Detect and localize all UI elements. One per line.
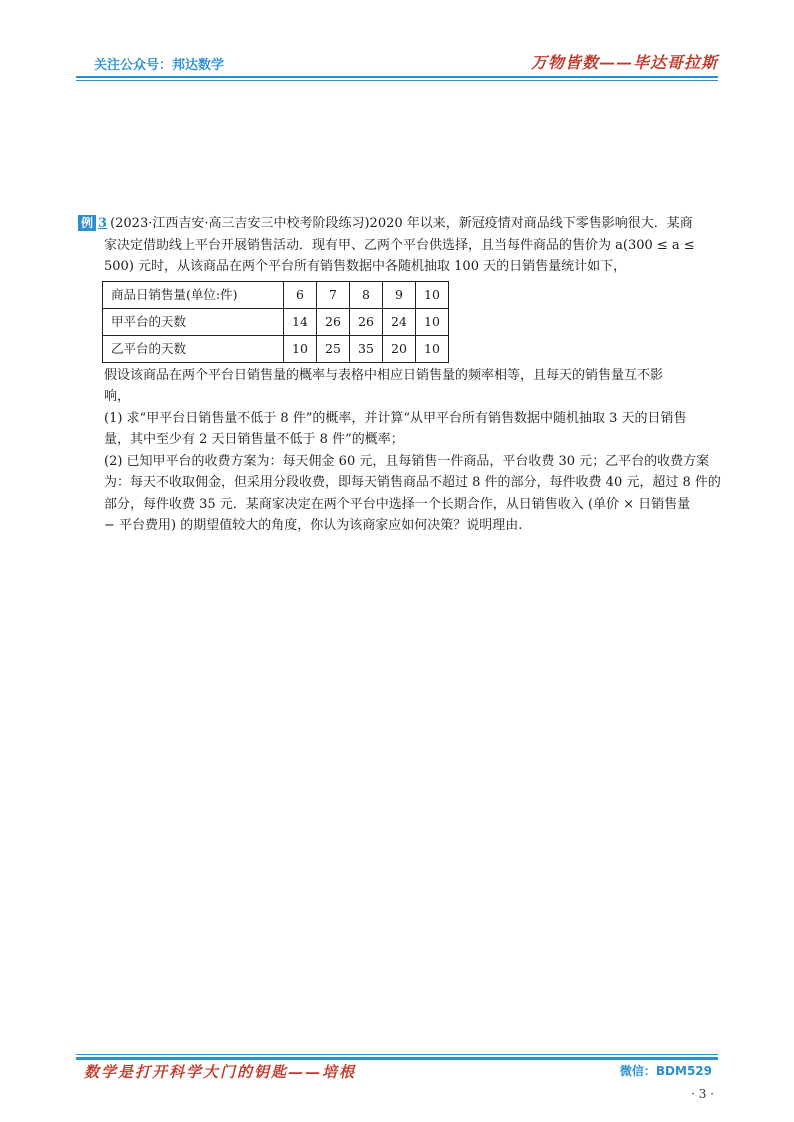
table-cell: 商品日销售量(单位:件) bbox=[103, 281, 284, 308]
table-header-row bbox=[103, 281, 449, 308]
table-cell: 8 bbox=[350, 281, 383, 308]
question-2-line-3: 部分，每件收费 35 元．某商家决定在两个平台中选择一个长期合作，从日销售收入 (单价 × 日销售量 bbox=[104, 496, 691, 512]
problem-text: (2023·江西吉安·高三吉安三中校考阶段练习)2020 年以来，新冠疫情对商品线下零售影响很大．某商 bbox=[110, 216, 693, 231]
page-number: · 3 · bbox=[691, 1087, 714, 1101]
table-cell: 14 bbox=[284, 308, 317, 335]
question-1-line-2: 量，其中至少有 2 天日销售量不低于 8 件”的概率； bbox=[104, 432, 404, 447]
question-2-line-2: 为：每天不收取佣金，但采用分段收费，即每天销售商品不超过 8 件的部分，每件收费 40 元，超过 8 件的 bbox=[104, 475, 721, 490]
example-badge: 例 bbox=[78, 215, 96, 231]
table-cell: 10 bbox=[284, 335, 317, 362]
footer-rule bbox=[76, 1057, 718, 1060]
example-number: 3 bbox=[98, 216, 108, 231]
table-cell: 24 bbox=[383, 308, 416, 335]
table-cell: 35 bbox=[350, 335, 383, 362]
footer-quote: 数学是打开科学大门的钥匙——培根 bbox=[84, 1063, 357, 1081]
table-cell: 7 bbox=[317, 281, 350, 308]
assumption-line-2: 响， bbox=[104, 389, 131, 404]
header-quote: 万物皆数——毕达哥拉斯 bbox=[530, 53, 718, 72]
table-cell: 26 bbox=[350, 308, 383, 335]
question-1-line-1: (1) 求“甲平台日销售量不低于 8 件”的概率，并计算“从甲平台所有销售数据中随机抽取 3 天的日销售 bbox=[104, 410, 687, 426]
question-2-line-4: − 平台费用) 的期望值较大的角度，你认为该商家应如何决策？说明理由. bbox=[104, 518, 523, 533]
footer-wechat-id: 微信：BDM529 bbox=[619, 1064, 712, 1078]
table-cell: 10 bbox=[416, 308, 449, 335]
problem-line-1 bbox=[78, 213, 718, 235]
table-cell: 乙平台的天数 bbox=[103, 335, 284, 362]
problem-line-2: 家决定借助线上平台开展销售活动．现有甲、乙两个平台供选择，且当每件商品的售价为 a(300 ≤ a ≤ bbox=[104, 237, 695, 253]
problem-block bbox=[78, 213, 721, 537]
header-rule bbox=[76, 76, 718, 78]
table-row bbox=[103, 335, 449, 362]
page-header bbox=[70, 48, 724, 78]
header-rule-thin bbox=[76, 80, 718, 81]
table-cell: 20 bbox=[383, 335, 416, 362]
assumption-line-1: 假设该商品在两个平台日销售量的概率与表格中相应日销售量的频率相等，且每天的销售量互不影 bbox=[104, 367, 664, 383]
sales-table bbox=[102, 281, 449, 363]
table-cell: 25 bbox=[317, 335, 350, 362]
question-2-line-1: (2) 已知甲平台的收费方案为：每天佣金 60 元，且每销售一件商品，平台收费 30 元；乙平台的收费方案 bbox=[104, 453, 710, 469]
footer-rule-thin bbox=[76, 1054, 718, 1055]
table-cell: 9 bbox=[383, 281, 416, 308]
table-row bbox=[103, 308, 449, 335]
table-cell: 甲平台的天数 bbox=[103, 308, 284, 335]
header-wechat-account: 关注公众号：邦达数学 bbox=[94, 58, 225, 73]
table-cell: 6 bbox=[284, 281, 317, 308]
table-cell: 10 bbox=[416, 281, 449, 308]
problem-line-3: 500) 元时，从该商品在两个平台所有销售数据中各随机抽取 100 天的日销售量统计如下， bbox=[104, 259, 627, 274]
table-cell: 26 bbox=[317, 308, 350, 335]
table-cell: 10 bbox=[416, 335, 449, 362]
